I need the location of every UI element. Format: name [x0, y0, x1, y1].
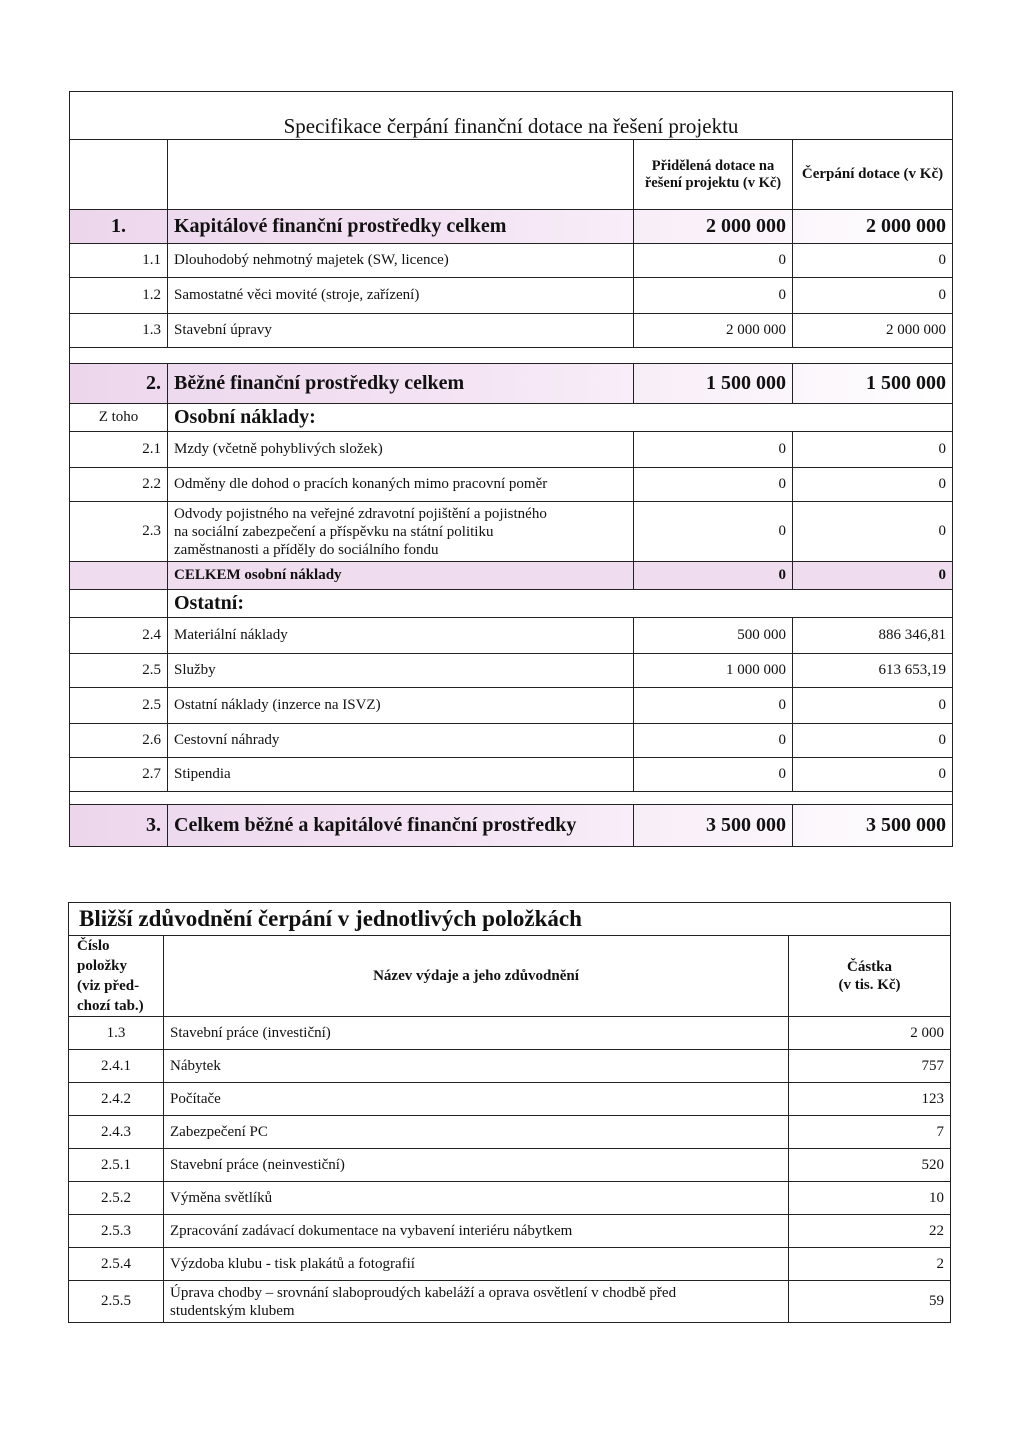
detail-header-row [69, 936, 951, 1017]
other-heading-row [70, 590, 953, 618]
header-item-number: Číslo položky (viz před- chozí tab.) [69, 936, 164, 1017]
header-amount: Částka (v tis. Kč) [789, 936, 951, 1017]
current-total-row: 2. Běžné finanční prostředky celkem 1 500 000 1 500 000 [70, 364, 953, 404]
grand-total-row: 3. Celkem běžné a kapitálové finanční prostředky 3 500 000 3 500 000 [70, 805, 953, 847]
table-row: 2.4.2 Počítače 123 [69, 1083, 951, 1116]
detail-justification-table [68, 902, 951, 1323]
table-row: 1.2 Samostatné věci movité (stroje, zařízení) 0 0 [70, 278, 953, 314]
header-drawn: Čerpání dotace (v Kč) [793, 140, 953, 210]
spacer-row [70, 348, 953, 364]
table-row: 2.2 Odměny dle dohod o pracích konaných mimo pracovní poměr 0 0 [70, 468, 953, 502]
table-row: 2.4.1 Nábytek 757 [69, 1050, 951, 1083]
table-row: 1.3 Stavební úpravy 2 000 000 2 000 000 [70, 314, 953, 348]
table-row: 2.5.4 Výzdoba klubu - tisk plakátů a fotografií 2 [69, 1248, 951, 1281]
table-row: 2.5.1 Stavební práce (neinvestiční) 520 [69, 1149, 951, 1182]
table-row: 2.7 Stipendia 0 0 [70, 758, 953, 792]
personal-heading-row [70, 404, 953, 432]
spending-specification-table [69, 91, 953, 847]
table-row: 2.5 Služby 1 000 000 613 653,19 [70, 654, 953, 688]
personal-total-row: CELKEM osobní náklady 0 0 [70, 562, 953, 590]
header-allocated: Přidělená dotace na řešení projektu (v Kč) [634, 140, 793, 210]
table-row: 2.5.3 Zpracování zadávací dokumentace na vybavení interiéru nábytkem 22 [69, 1215, 951, 1248]
capital-total-row: 1. Kapitálové finanční prostředky celkem 2 000 000 2 000 000 [70, 210, 953, 244]
table-row: 1.3 Stavební práce (investiční) 2 000 [69, 1017, 951, 1050]
of-which-label: Z toho [70, 404, 168, 432]
table-row: 2.5.2 Výměna světlíků 10 [69, 1182, 951, 1215]
personal-costs-heading: Osobní náklady: [168, 404, 953, 432]
spacer-row [70, 792, 953, 805]
spec-header-row [70, 140, 953, 210]
spec-table-title: Specifikace čerpání finanční dotace na řešení projektu [70, 92, 953, 140]
table-row: 2.6 Cestovní náhrady 0 0 [70, 724, 953, 758]
table-row: 1.1 Dlouhodobý nehmotný majetek (SW, licence) 0 0 [70, 244, 953, 278]
table-row: 2.5.5 Úprava chodby – srovnání slaboproudých kabeláží a oprava osvětlení v chodbě před studentským klubem 59 [69, 1281, 951, 1323]
detail-table-title: Bližší zdůvodnění čerpání v jednotlivých položkách [69, 903, 951, 936]
table-row: 2.3 Odvody pojistného na veřejné zdravotní pojištění a pojistného na sociální zabezpečení a příspěvku na státní politiku zaměstnanosti a příděly do sociálního fondu 0 0 [70, 502, 953, 562]
table-row: 2.4 Materiální náklady 500 000 886 346,81 [70, 618, 953, 654]
table-row: 2.1 Mzdy (včetně pohyblivých složek) 0 0 [70, 432, 953, 468]
table-row: 2.5 Ostatní náklady (inzerce na ISVZ) 0 0 [70, 688, 953, 724]
header-expense-name: Název výdaje a jeho zdůvodnění [164, 936, 789, 1017]
table-row: 2.4.3 Zabezpečení PC 7 [69, 1116, 951, 1149]
other-costs-heading: Ostatní: [168, 590, 953, 618]
